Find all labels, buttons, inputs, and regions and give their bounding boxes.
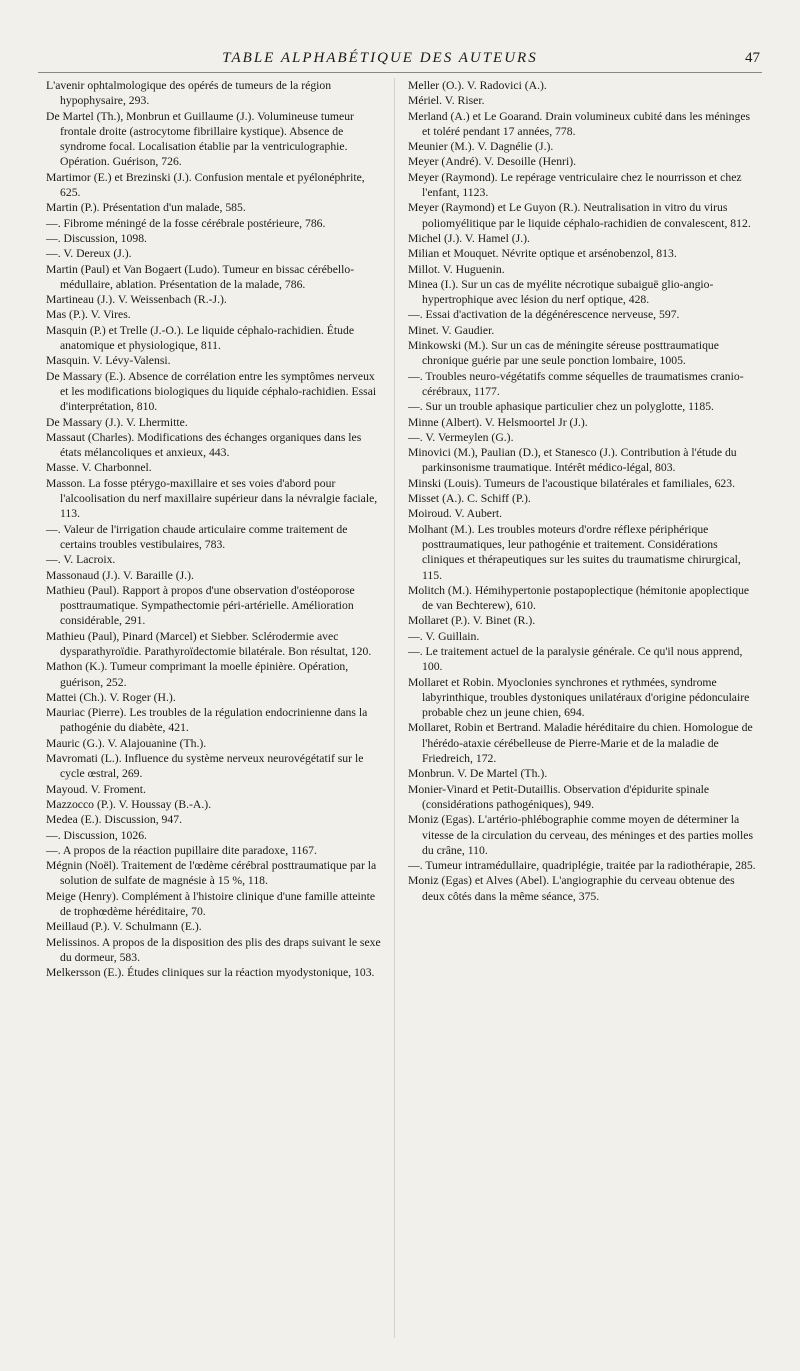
index-entry: Masson. La fosse ptérygo-maxillaire et ses voies d'abord pour l'alcoolisation du nerf maxillaire supérieur dans la névralgie faciale, 113. [46, 476, 378, 521]
running-head: TABLE ALPHABÉTIQUE DES AUTEURS [222, 50, 538, 66]
index-entry: —. Fibrome méningé de la fosse cérébrale postérieure, 786. [46, 216, 326, 230]
index-entry: Mauric (G.). V. Alajouanine (Th.). [46, 736, 207, 750]
index-entry: —. A propos de la réaction pupillaire dite paradoxe, 1167. [46, 843, 317, 857]
index-entry: Mollaret (P.). V. Binet (R.). [408, 614, 536, 628]
index-entry: —. Valeur de l'irrigation chaude articulaire comme traitement de certains troubles vestibulaires, 783. [46, 522, 348, 551]
index-entry: Mathon (K.). Tumeur comprimant la moelle épinière. Opération, guérison, 252. [46, 660, 349, 689]
index-entry: Massaut (Charles). Modifications des échanges organiques dans les états mélancoliques et anxieux, 443. [46, 430, 362, 460]
index-entry: —. V. Dereux (J.). [46, 247, 132, 261]
index-entry: Meige (Henry). Complément à l'histoire clinique d'une famille atteinte de trophœdème héréditaire, 70. [46, 889, 376, 919]
index-entry: —. Troubles neuro-végétatifs comme séquelles de traumatismes cranio-cérébraux, 1177. [408, 369, 744, 398]
column-divider [394, 78, 395, 1338]
index-entry: Mollaret et Robin. Myoclonies synchrones et rythmées, syndrome labyrinthique, troubles dystoniques unilatéraux d'origine pédonculaire probable chez un jeune chien, 694. [408, 675, 750, 720]
index-entry: —. V. Vermeylen (G.). [408, 430, 514, 444]
index-entry: Masse. V. Charbonnel. [46, 461, 152, 475]
index-entry: Michel (J.). V. Hamel (J.). [408, 231, 530, 245]
index-entry: Martimor (E.) et Brezinski (J.). Confusion mentale et pyélonéphrite, 625. [46, 170, 365, 200]
index-entry: Minea (I.). Sur un cas de myélite nécrotique subaiguë glio-angio-hypertrophique avec lésion du nerf optique, 428. [408, 277, 714, 307]
header-rule [38, 72, 762, 73]
index-entry: —. V. Guillain. [408, 629, 480, 643]
index-entry: Mattei (Ch.). V. Roger (H.). [46, 690, 176, 704]
index-entry: De Martel (Th.), Monbrun et Guillaume (J.). Volumineuse tumeur frontale droite (astrocytome fibrillaire kystique). Absence de syndrome focal. Localisation établie par la ventriculographie. Opération. Guérison, 726. [46, 109, 354, 169]
index-entry: Meillaud (P.). V. Schulmann (E.). [46, 920, 202, 934]
index-entry: Masquin. V. Lévy-Valensi. [46, 354, 171, 368]
index-entry: Mazzocco (P.). V. Houssay (B.-A.). [46, 797, 212, 811]
index-entry: Meunier (M.). V. Dagnélie (J.). [408, 140, 554, 154]
index-entry: Molhant (M.). Les troubles moteurs d'ordre réflexe périphérique posttraumatiques, leur pathogénie et traitement. Considérations cliniques et thérapeutiques sur les suites du traumatisme chirurgical, 115. [408, 522, 741, 582]
index-entry: Moniz (Egas) et Alves (Abel). L'angiographie du cerveau obtenue des deux côtés dans la même séance, 375. [408, 874, 735, 903]
index-entry: Martin (P.). Présentation d'un malade, 585. [46, 201, 246, 215]
index-entry: Monbrun. V. De Martel (Th.). [408, 767, 548, 781]
index-entry: Martineau (J.). V. Weissenbach (R.-J.). [46, 293, 227, 307]
index-entry: Masquin (P.) et Trelle (J.-O.). Le liquide céphalo-rachidien. Étude anatomique et physiologique, 811. [46, 323, 355, 353]
index-entry: Meyer (Raymond) et Le Guyon (R.). Neutralisation in vitro du virus poliomyélitique par le liquide céphalo-rachidien de convalescent, 812. [408, 201, 751, 230]
index-entry: L'avenir ophtalmologique des opérés de tumeurs de la région hypophysaire, 293. [46, 79, 332, 108]
index-entry: Mavromati (L.). Influence du système nerveux neurovégétatif sur le cycle œstral, 269. [46, 752, 364, 781]
index-entry: —. Le traitement actuel de la paralysie générale. Ce qu'il nous apprend, 100. [408, 644, 743, 674]
index-entry: —. Sur un trouble aphasique particulier chez un polyglotte, 1185. [408, 400, 714, 414]
index-entry: —. Tumeur intramédullaire, quadriplégie, traitée par la radiothérapie, 285. [408, 859, 756, 873]
index-entry: Martin (Paul) et Van Bogaert (Ludo). Tumeur en bissac cérébello-médullaire, ablation. Présentation de la malade, 786. [46, 262, 355, 291]
index-entry: Mégnin (Noël). Traitement de l'œdème cérébral posttraumatique par la solution de sulfate de magnésie à 15 %, 118. [46, 859, 377, 888]
index-entry: —. V. Lacroix. [46, 553, 116, 567]
index-entry: —. Discussion, 1026. [46, 828, 147, 842]
index-entry: Melkersson (E.). Études cliniques sur la réaction myodystonique, 103. [46, 966, 375, 980]
index-entry: Meyer (André). V. Desoille (Henri). [408, 155, 577, 169]
index-entry: Mauriac (Pierre). Les troubles de la régulation endocrinienne dans la pathogénie du diabète, 421. [46, 706, 368, 735]
index-entry: Minovici (M.), Paulian (D.), et Stanesco (J.). Contribution à l'étude du parkinsonisme traumatique. Intérêt médico-légal, 803. [408, 446, 737, 475]
index-entry: Merland (A.) et Le Goarand. Drain volumineux cubité dans les méninges et toléré pendant 17 années, 778. [408, 109, 751, 138]
index-entry: Mollaret, Robin et Bertrand. Maladie héréditaire du chien. Homologue de l'hérédo-ataxie cérébelleuse de Pierre-Marie et de la maladie de Friedreich, 172. [408, 721, 753, 766]
index-entry: Meyer (Raymond). Le repérage ventriculaire chez le nourrisson et chez l'enfant, 1123. [408, 170, 742, 200]
index-entry: Melissinos. A propos de la disposition des plis des draps suivant le sexe du dormeur, 583. [46, 935, 381, 964]
index-entry: De Massary (J.). V. Lhermitte. [46, 415, 188, 429]
index-entry: Molitch (M.). Hémihypertonie postapoplectique (hémitonie apoplectique de van Bechterew), 610. [408, 583, 750, 613]
index-entry: Misset (A.). C. Schiff (P.). [408, 492, 531, 506]
index-entry: Mayoud. V. Froment. [46, 782, 146, 796]
index-entry: Moniz (Egas). L'artério-phlébographie comme moyen de déterminer la vitesse de la circulation du cerveau, des méninges et des parties molles du crâne, 110. [408, 813, 754, 857]
index-entry: Medea (E.). Discussion, 947. [46, 813, 183, 827]
index-entry: Minet. V. Gaudier. [408, 323, 495, 337]
index-entry: Mériel. V. Riser. [408, 94, 485, 108]
index-entry: Moiroud. V. Aubert. [408, 507, 503, 521]
index-entry: Monier-Vinard et Petit-Dutaillis. Observation d'épidurite spinale (considérations pathogéniques), 949. [408, 782, 710, 811]
index-entry: Minne (Albert). V. Helsmoortel Jr (J.). [408, 415, 588, 429]
index-entry: —. Essai d'activation de la dégénérescence nerveuse, 597. [408, 308, 680, 322]
index-entry: Minkowski (M.). Sur un cas de méningite séreuse posttraumatique chronique guérie par une seule ponction lombaire, 1005. [408, 339, 719, 368]
right-column [408, 78, 758, 904]
index-entry: Minski (Louis). Tumeurs de l'acoustique bilatérales et familiales, 623. [408, 476, 736, 490]
page-number: 47 [745, 50, 760, 66]
index-entry: Massonaud (J.). V. Baraille (J.). [46, 568, 194, 582]
left-column [46, 78, 384, 981]
index-entry: De Massary (E.). Absence de corrélation entre les symptômes nerveux et les modifications biologiques du liquide céphalo-rachidien. Essai d'interprétation, 810. [46, 369, 377, 414]
index-entry: Mas (P.). V. Vires. [46, 308, 131, 322]
index-entry: Meller (O.). V. Radovici (A.). [408, 79, 547, 92]
index-entry: —. Discussion, 1098. [46, 231, 147, 245]
index-entry: Millot. V. Huguenin. [408, 262, 505, 276]
index-entry: Mathieu (Paul). Rapport à propos d'une observation d'ostéoporose posttraumatique. Sympathectomie péri-artérielle. Amélioration considérable, 291. [46, 583, 355, 628]
index-entry: Milian et Mouquet. Névrite optique et arsénobenzol, 813. [408, 247, 677, 261]
index-entry: Mathieu (Paul), Pinard (Marcel) et Siebber. Sclérodermie avec dysparathyroïdie. Parathyroïdectomie bilatérale. Bon résultat, 120. [46, 629, 372, 658]
